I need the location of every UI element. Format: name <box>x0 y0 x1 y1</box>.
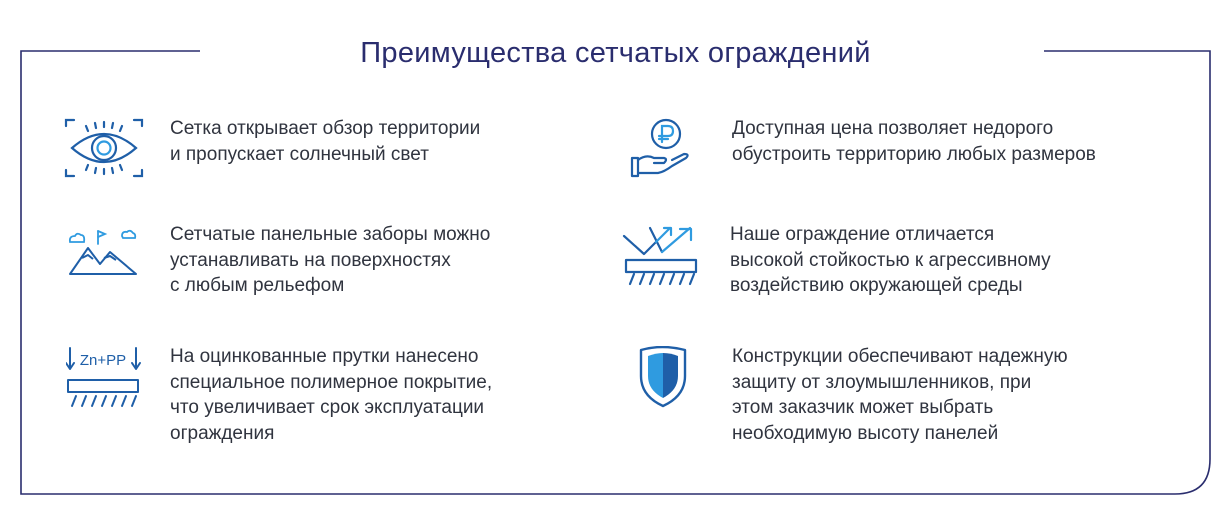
feature-line: этом заказчик может выбрать <box>732 397 994 418</box>
feature-line: Сетчатые панельные заборы можно <box>170 224 491 245</box>
mountains-icon <box>66 222 140 278</box>
page-title: Преимущества сетчатых ограждений <box>360 37 871 69</box>
feature-line: высокой стойкостью к агрессивному <box>730 249 1051 271</box>
feature-line: Конструкции обеспечивают надежную <box>732 346 1068 367</box>
shield-icon <box>638 346 688 408</box>
price-hand-icon <box>628 118 692 180</box>
feature-line: необходимую высоту панелей <box>732 422 999 444</box>
resistance-arrows-icon <box>622 224 702 286</box>
feature-line: обустроить территорию любых размеров <box>732 143 1096 165</box>
feature-line: что увеличивает срок эксплуатации <box>170 397 485 418</box>
feature-line: защиту от злоумышленников, при <box>732 371 1032 393</box>
feature-line: Сетка открывает обзор территории <box>170 118 481 139</box>
feature-line: с любым рельефом <box>170 275 345 296</box>
feature-line: На оцинкованные прутки нанесено <box>170 346 479 367</box>
feature-line: Доступная цена позволяет недорого <box>732 118 1054 139</box>
eye-icon <box>64 118 144 180</box>
feature-line: устанавливать на поверхностях <box>170 249 451 271</box>
feature-line: и пропускает солнечный свет <box>170 143 429 165</box>
feature-line: специальное полимерное покрытие, <box>170 371 493 393</box>
feature-line: воздействию окружающей среды <box>730 275 1023 296</box>
feature-line: ограждения <box>170 422 275 444</box>
coating-icon <box>66 344 146 408</box>
coating-icon-label: Zn+PP <box>79 352 127 369</box>
feature-line: Наше ограждение отличается <box>730 224 995 245</box>
